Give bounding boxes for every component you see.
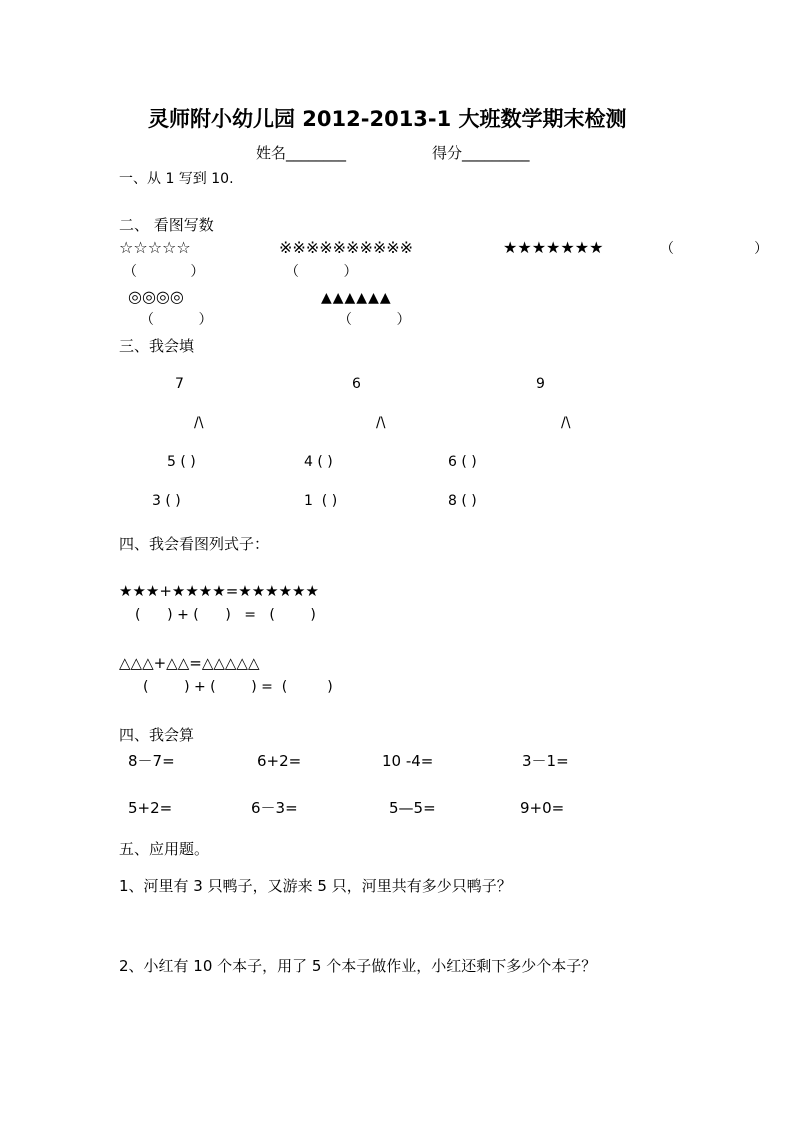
star-equation: ★★★+★★★★=★★★★★★	[119, 582, 319, 600]
decompose-split-3: /\	[561, 415, 571, 431]
double-circles-answer: （ ）	[140, 312, 213, 328]
section-4-heading: 四、我会看图列式子：	[119, 535, 270, 553]
calc-3: 10 -4=	[382, 752, 434, 770]
calc-7: 5—5=	[389, 799, 436, 817]
decompose-blank-1b: 3 ( )	[152, 493, 181, 509]
triangle-equation-answer: ( ) + ( ) = ( )	[143, 679, 333, 695]
triangle-equation: △△△+△△=△△△△△	[119, 654, 260, 672]
section-5-heading: 四、我会算	[119, 726, 195, 744]
section-2-heading: 二、 看图写数	[119, 216, 214, 234]
star-equation-answer: ( ) + ( ) = ( )	[135, 607, 316, 623]
calc-6: 6－3=	[251, 799, 298, 817]
double-circles-group: ◎◎◎◎	[128, 287, 184, 306]
decompose-blank-3a: 6 ( )	[448, 454, 477, 470]
calc-8: 9+0=	[520, 799, 565, 817]
triangles-answer: （ ）	[338, 312, 411, 328]
open-stars-answer: （ ）	[123, 264, 205, 280]
calc-5: 5+2=	[128, 799, 173, 817]
filled-stars-group: ★★★★★★★	[503, 238, 604, 257]
name-field-label: 姓名________	[256, 144, 347, 162]
decompose-top-3: 9	[536, 376, 545, 392]
calc-1: 8－7=	[128, 752, 175, 770]
decompose-blank-2b: 1 ( )	[304, 493, 338, 509]
decompose-blank-3b: 8 ( )	[448, 493, 477, 509]
decompose-top-1: 7	[175, 376, 184, 392]
decompose-split-1: /\	[194, 415, 204, 431]
reference-marks-group: ※※※※※※※※※※	[279, 238, 414, 257]
open-stars-group: ☆☆☆☆☆	[119, 238, 191, 257]
decompose-top-2: 6	[352, 376, 361, 392]
decompose-split-2: /\	[376, 415, 386, 431]
score-field-label: 得分_________	[432, 144, 530, 162]
section-3-heading: 三、我会填	[119, 337, 195, 355]
reference-marks-answer: （ ）	[285, 264, 358, 280]
section-1-heading: 一、从 1 写到 10.	[119, 171, 234, 187]
triangles-group: ▲▲▲▲▲▲	[321, 290, 392, 306]
calc-2: 6+2=	[257, 752, 302, 770]
decompose-blank-2a: 4 ( )	[304, 454, 333, 470]
section-6-heading: 五、应用题。	[119, 840, 210, 858]
word-problem-2: 2、小红有 10 个本子，用了 5 个本子做作业，小红还剩下多少个本子？	[119, 957, 597, 975]
word-problem-1: 1、河里有 3 只鸭子，又游来 5 只，河里共有多少只鸭子？	[119, 877, 512, 895]
decompose-blank-1a: 5 ( )	[167, 454, 196, 470]
page-title: 灵师附小幼儿园 2012-2013-1 大班数学期末检测	[148, 107, 627, 131]
calc-4: 3－1=	[522, 752, 569, 770]
filled-stars-answer: （ ）	[660, 241, 769, 257]
